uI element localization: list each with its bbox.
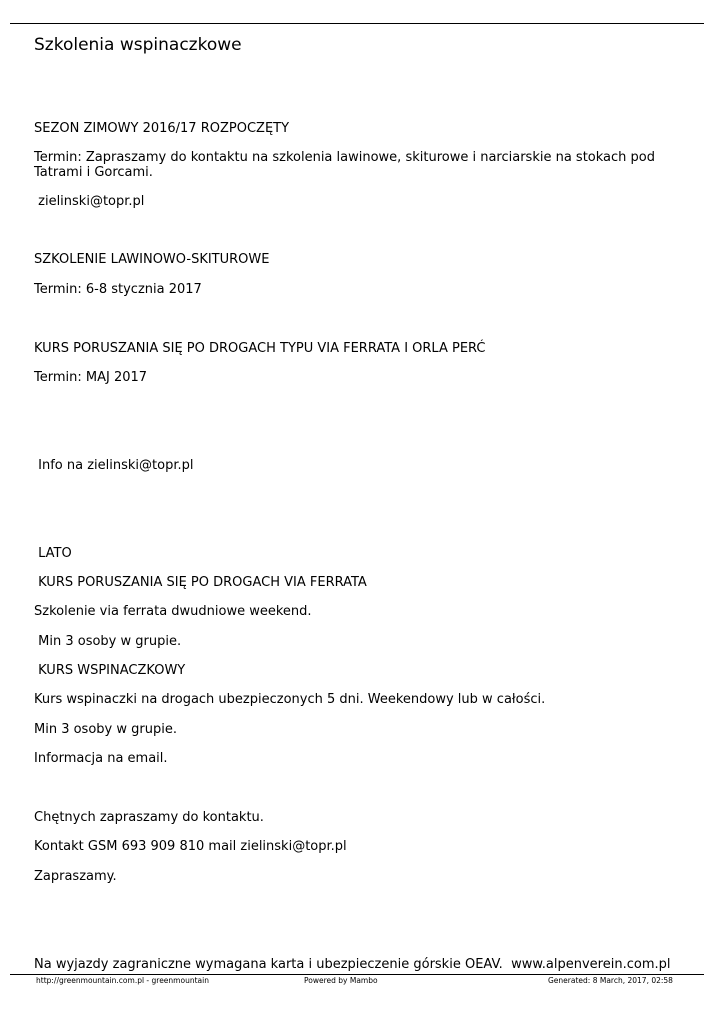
footer-powered: Powered by Mambo bbox=[304, 976, 378, 985]
invite-text: Chętnych zapraszamy do kontaktu. bbox=[34, 810, 264, 825]
header-rule bbox=[10, 23, 704, 24]
climbing-header: KURS WSPINACZKOWY bbox=[34, 663, 186, 678]
footer-generated: Generated: 8 March, 2017, 02:58 bbox=[548, 976, 673, 985]
contact-text: Kontakt GSM 693 909 810 mail zielinski@topr.pl bbox=[34, 839, 347, 854]
summer-ferrata-min: Min 3 osoby w grupie. bbox=[34, 634, 182, 649]
info-email: Info na zielinski@topr.pl bbox=[34, 458, 194, 473]
summer-header: LATO bbox=[34, 546, 72, 561]
season-term: Termin: Zapraszamy do kontaktu na szkolenia lawinowe, skiturowe i narciarskie na stokach pod Tatrami i Gorcami. bbox=[34, 150, 655, 180]
footer-rule bbox=[10, 974, 704, 975]
ferrata-term: Termin: MAJ 2017 bbox=[34, 370, 148, 385]
footer-source: http://greenmountain.com.pl - greenmountain bbox=[36, 976, 209, 985]
avalanche-header: SZKOLENIE LAWINOWO-SKITUROWE bbox=[34, 252, 270, 267]
email-info: Informacja na email. bbox=[34, 751, 168, 766]
page-title: Szkolenia wspinaczkowe bbox=[34, 35, 242, 55]
climbing-desc: Kurs wspinaczki na drogach ubezpieczonych 5 dni. Weekendowy lub w całości. bbox=[34, 692, 546, 707]
ferrata-header: KURS PORUSZANIA SIĘ PO DROGACH TYPU VIA FERRATA I ORLA PERĆ bbox=[34, 341, 486, 356]
climbing-min: Min 3 osoby w grupie. bbox=[34, 722, 177, 737]
summer-ferrata-desc: Szkolenie via ferrata dwudniowe weekend. bbox=[34, 604, 312, 619]
closing-text: Zapraszamy. bbox=[34, 869, 117, 884]
season-header: SEZON ZIMOWY 2016/17 ROZPOCZĘTY bbox=[34, 121, 290, 136]
summer-ferrata-header: KURS PORUSZANIA SIĘ PO DROGACH VIA FERRATA bbox=[34, 575, 367, 590]
email-line: zielinski@topr.pl bbox=[34, 194, 145, 209]
abroad-note: Na wyjazdy zagraniczne wymagana karta i ubezpieczenie górskie OEAV. www.alpenverein.com.pl bbox=[34, 957, 671, 972]
avalanche-term: Termin: 6-8 stycznia 2017 bbox=[34, 282, 202, 297]
